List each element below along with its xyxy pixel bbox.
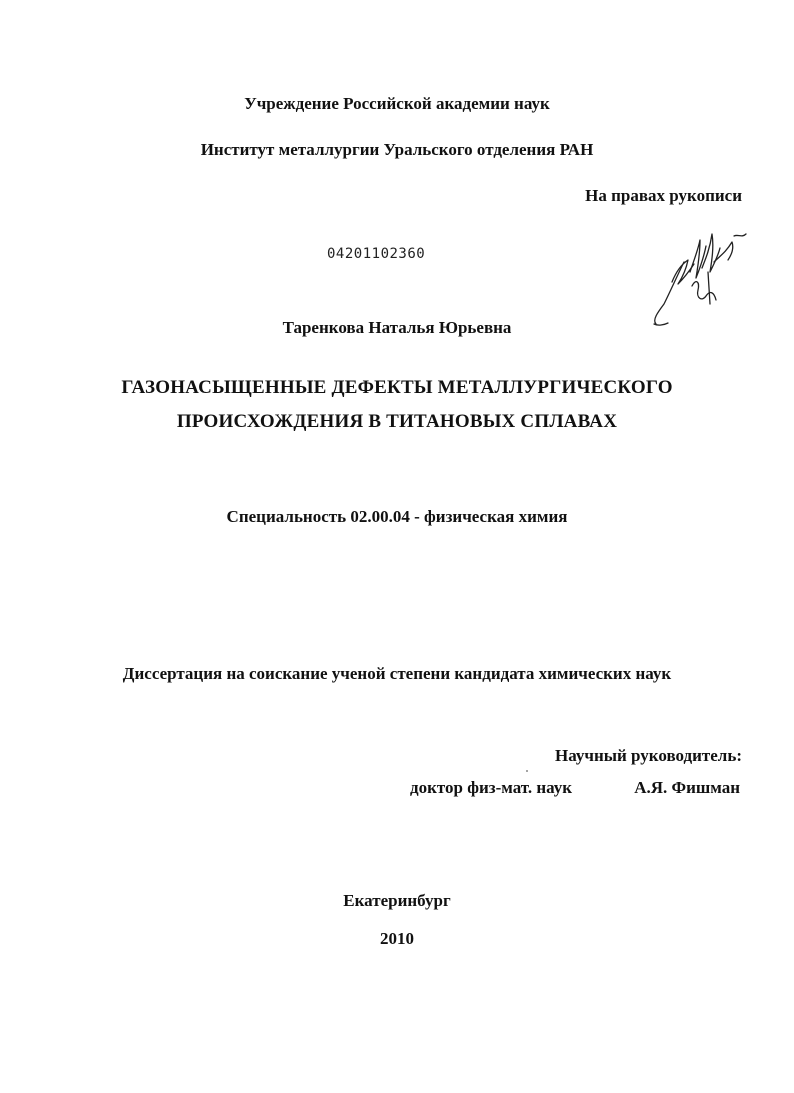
- registry-code: 04201102360: [327, 246, 426, 262]
- supervisor-label: Научный руководитель:: [555, 746, 742, 765]
- institute-name: Институт металлургии Уральского отделения РАН: [200, 140, 594, 159]
- city: Екатеринбург: [343, 891, 451, 910]
- dissertation-title-line2: ПРОИСХОЖДЕНИЯ В ТИТАНОВЫХ СПЛАВАХ: [176, 411, 618, 432]
- scan-speck: [526, 770, 528, 772]
- supervisor-name: А.Я. Фишман: [634, 778, 740, 797]
- handwritten-signature: [648, 212, 758, 332]
- degree-statement: Диссертация на соискание ученой степени кандидата химических наук: [122, 664, 672, 683]
- author-name: Таренкова Наталья Юрьевна: [282, 318, 512, 337]
- manuscript-note: На правах рукописи: [585, 186, 742, 205]
- institution-name: Учреждение Российской академии наук: [244, 94, 550, 113]
- specialty: Специальность 02.00.04 - физическая химия: [226, 507, 568, 526]
- year: 2010: [380, 929, 414, 948]
- dissertation-title-line1: ГАЗОНАСЫЩЕННЫЕ ДЕФЕКТЫ МЕТАЛЛУРГИЧЕСКОГО: [121, 377, 673, 398]
- supervisor-degree: доктор физ-мат. наук: [410, 778, 573, 797]
